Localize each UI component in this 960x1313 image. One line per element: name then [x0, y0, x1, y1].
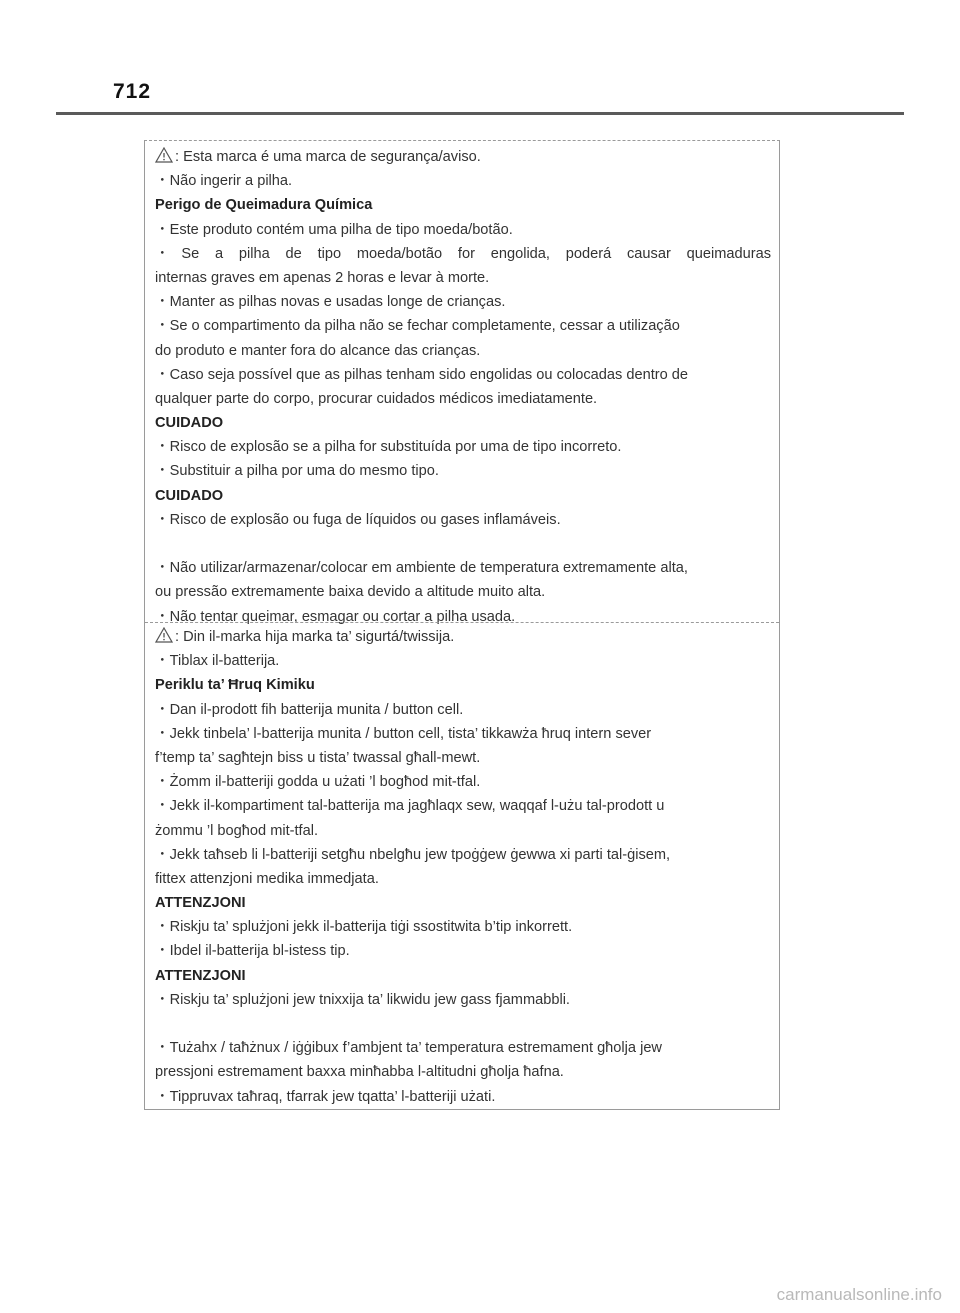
caution-heading: ATTENZJONI: [155, 895, 246, 912]
warning-symbol-text: : Din il-marka hija marka ta’ sigurtá/twissija.: [175, 629, 455, 645]
caution-heading: ATTENZJONI: [155, 967, 246, 984]
text-line: ・Substituir a pilha por uma do mesmo tipo.: [155, 463, 439, 480]
text-line: ・Não tentar queimar, esmagar ou cortar a pilha usada.: [155, 608, 516, 625]
text-line: ・Tippruvax taħraq, tfarrak jew tqatta’ l-batteriji użati.: [155, 1088, 496, 1105]
section-heading: Periklu ta’ Ħruq Kimiku: [155, 677, 315, 694]
warning-symbol-text: : Esta marca é uma marca de segurança/aviso.: [175, 149, 481, 165]
text-line: ・Se o compartimento da pilha não se fechar completamente, cessar a utilização: [155, 318, 680, 335]
text-line: ・Não ingerir a pilha.: [155, 173, 293, 190]
text-line: ・Riskju ta’ splużjoni jekk il-batterija tiġi ssostitwita b’tip inkorrett.: [155, 919, 573, 936]
text-line: żommu ’l bogħod mit-tfal.: [155, 822, 319, 839]
warning-section-portuguese: [155, 145, 771, 625]
warning-triangle-icon: [155, 627, 173, 643]
text-line: internas graves em apenas 2 horas e levar à morte.: [155, 269, 490, 286]
section-heading: Perigo de Queimadura Química: [155, 197, 373, 214]
page-number: 712: [113, 80, 152, 103]
text-line: ・Riskju ta’ splużjoni jew tnixxija ta’ likwidu jew gass fjammabbli.: [155, 991, 570, 1008]
text-line: ・Jekk taħseb li l-batteriji setgħu nbelgħu jew tpoġġew ġewwa xi parti tal-ġisem,: [155, 846, 671, 863]
text-line: pressjoni estremament baxxa minħabba l-altitudni għolja ħafna.: [155, 1064, 564, 1081]
text-line: ・Risco de explosão ou fuga de líquidos ou gases inflamáveis.: [155, 511, 561, 528]
caution-heading: CUIDADO: [155, 415, 224, 432]
warning-symbol-line: [155, 145, 771, 169]
text-line: ・Dan il-prodott fih batterija munita / button cell.: [155, 701, 464, 718]
text-line: f’temp ta’ sagħtejn biss u tista’ twassal għall-mewt.: [155, 749, 481, 766]
text-line: ou pressão extremamente baixa devido a altitude muito alta.: [155, 584, 546, 601]
text-line: ・Caso seja possível que as pilhas tenham sido engolidas ou colocadas dentro de: [155, 366, 689, 383]
text-line: qualquer parte do corpo, procurar cuidados médicos imediatamente.: [155, 390, 598, 407]
text-line: ・Ibdel il-batterija bl-istess tip.: [155, 943, 350, 960]
header-rule: [56, 112, 904, 115]
text-line: do produto e manter fora do alcance das crianças.: [155, 342, 481, 359]
text-line: ・Se a pilha de tipo moeda/botão for engolida, poderá causar queimaduras: [155, 245, 771, 262]
text-line: ・Tużahx / taħżnux / iġġibux f’ambjent ta’ temperatura estremament għolja jew: [155, 1040, 662, 1057]
text-line: ・Manter as pilhas novas e usadas longe de crianças.: [155, 294, 506, 311]
caution-heading: CUIDADO: [155, 487, 224, 504]
text-line: ・Żomm il-batteriji godda u użati ’l bogħod mit-tfal.: [155, 774, 481, 791]
warning-symbol-line: [155, 625, 771, 649]
text-line: ・Não utilizar/armazenar/colocar em ambiente de temperatura extremamente alta,: [155, 560, 688, 577]
text-line: fittex attenzjoni medika immedjata.: [155, 870, 379, 887]
site-watermark: carmanualsonline.info: [776, 1285, 942, 1304]
warning-section-maltese: [155, 625, 771, 1105]
text-line: ・Jekk tinbela’ l-batterija munita / button cell, tista’ tikkawża ħruq intern sever: [155, 725, 652, 742]
blank-line: [155, 1012, 771, 1036]
warning-triangle-icon: [155, 147, 173, 163]
text-line: ・Este produto contém uma pilha de tipo moeda/botão.: [155, 221, 513, 238]
blank-line: [155, 532, 771, 556]
text-line: ・Risco de explosão se a pilha for substituída por uma de tipo incorreto.: [155, 439, 622, 456]
section-divider: [145, 622, 779, 623]
battery-warning-box: [144, 140, 780, 1110]
text-line: ・Tiblax il-batterija.: [155, 653, 280, 670]
text-line: ・Jekk il-kompartiment tal-batterija ma jagħlaqx sew, waqqaf l-użu tal-prodott u: [155, 798, 665, 815]
